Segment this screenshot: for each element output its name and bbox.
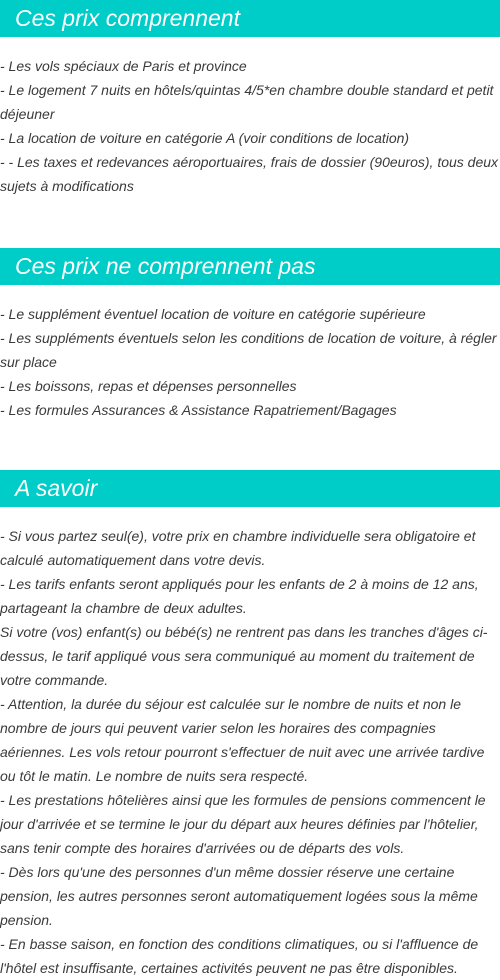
list-item: - Les suppléments éventuels selon les conditions de location de voiture, à régler sur place xyxy=(0,330,497,370)
list-item: - Les prestations hôtelières ainsi que les formules de pensions commencent le jour d'arrivée et se termine le jour du départ aux heures définies par l'hôtelier, sans tenir compte des horaires d'arrivées ou de départs des vols. xyxy=(0,792,486,856)
list-item: - En basse saison, en fonction des conditions climatiques, ou si l'affluence de l'hôtel est insuffisante, certaines activités peuvent ne pas être disponibles. xyxy=(0,936,479,976)
list-item: - Les vols spéciaux de Paris et province xyxy=(0,58,247,74)
list-item: Si votre (vos) enfant(s) ou bébé(s) ne rentrent pas dans les tranches d'âges ci-dessus, le tarif appliqué vous sera communiqué au moment du traitement de votre commande. xyxy=(0,624,488,688)
section-body xyxy=(0,37,500,198)
section-body xyxy=(0,507,500,980)
section-not-included xyxy=(0,248,500,470)
list-item: - - Les taxes et redevances aéroportuaires, frais de dossier (90euros), tous deux sujets à modifications xyxy=(0,154,499,194)
list-item: - Les boissons, repas et dépenses personnelles xyxy=(0,378,297,394)
section-good-to-know xyxy=(0,470,500,980)
list-item: - Le supplément éventuel location de voiture en catégorie supérieure xyxy=(0,306,426,322)
list-item: - La location de voiture en catégorie A (voir conditions de location) xyxy=(0,130,410,146)
section-body xyxy=(0,285,500,422)
list-item: - Les formules Assurances & Assistance Rapatriement/Bagages xyxy=(0,402,397,418)
section-title: A savoir xyxy=(0,470,500,507)
list-item: - Le logement 7 nuits en hôtels/quintas 4/5*en chambre double standard et petit déjeuner xyxy=(0,82,494,122)
list-item: - Dès lors qu'une des personnes d'un même dossier réserve une certaine pension, les autres personnes seront automatiquement logées sous la même pension. xyxy=(0,864,478,928)
list-item: - Attention, la durée du séjour est calculée sur le nombre de nuits et non le nombre de jours qui peuvent varier selon les horaires des compagnies aériennes. Les vols retour pourront s'effectuer de nuit avec une arrivée tardive ou tôt le matin. Le nombre de nuits sera respecté. xyxy=(0,696,485,784)
list-item: - Les tarifs enfants seront appliqués pour les enfants de 2 à moins de 12 ans, partageant la chambre de deux adultes. xyxy=(0,576,479,616)
section-included xyxy=(0,0,500,248)
section-title: Ces prix comprennent xyxy=(0,0,500,37)
section-title: Ces prix ne comprennent pas xyxy=(0,248,500,285)
list-item: - Si vous partez seul(e), votre prix en chambre individuelle sera obligatoire et calculé automatiquement dans votre devis. xyxy=(0,528,476,568)
